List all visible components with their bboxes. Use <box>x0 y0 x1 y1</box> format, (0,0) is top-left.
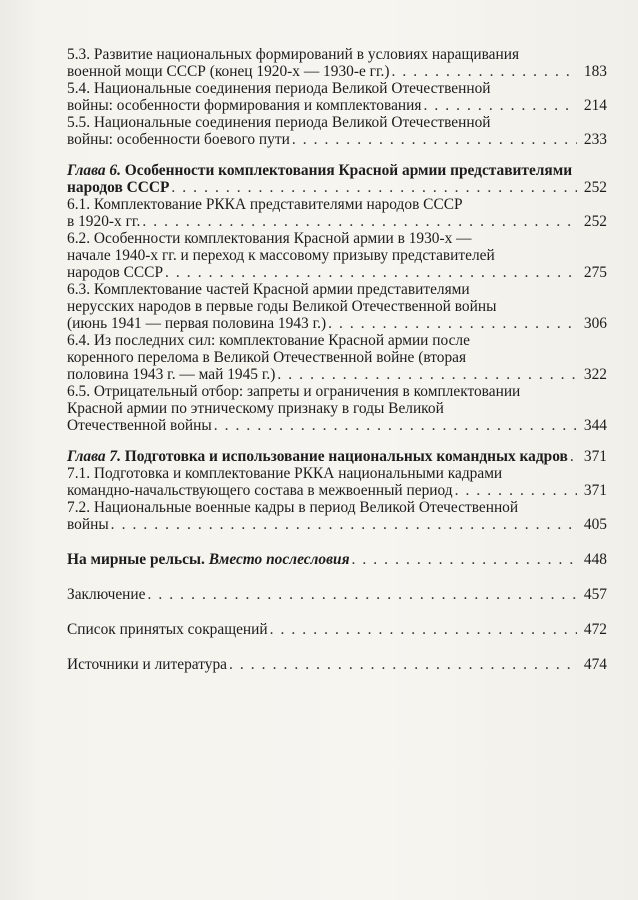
toc-entry-5-5[interactable] <box>67 114 607 148</box>
entry-text-line: военной мощи СССР (конец 1920-х — 1930-е гг.) <box>67 63 390 80</box>
chapter-label: Глава 7. <box>67 448 121 465</box>
toc-entry-afterword[interactable] <box>67 551 607 568</box>
entry-text-line: в 1920-х гг. <box>67 213 141 230</box>
leader-dots <box>423 97 577 114</box>
entry-text-line: начале 1940-х гг. и переход к массовому призыву представителей <box>67 247 495 264</box>
entry-text-line: 7.1. Подготовка и комплектование РККА национальными кадрами <box>67 465 503 482</box>
toc-entry-5-3[interactable] <box>67 46 607 80</box>
page-number: 405 <box>583 516 607 533</box>
page-number: 252 <box>583 213 607 230</box>
entry-text-line: народов СССР <box>67 264 164 281</box>
entry-text-line: 5.4. Национальные соединения периода Великой Отечественной <box>67 80 491 97</box>
entry-text-line: Источники и литература <box>67 656 227 673</box>
entry-text-line: 5.5. Национальные соединения периода Великой Отечественной <box>67 114 491 131</box>
entry-text-line: 6.2. Особенности комплектования Красной армии в 1930-х — <box>67 230 472 247</box>
leader-dots <box>229 656 577 673</box>
entry-text-line: (июнь 1941 — первая половина 1943 г.) <box>67 315 327 332</box>
toc-entry-sources[interactable] <box>67 656 607 673</box>
afterword-subtitle: Вместо послесловия <box>208 551 350 568</box>
entry-text-line: 6.3. Комплектование частей Красной армии представителями <box>67 281 470 298</box>
leader-dots <box>270 621 577 638</box>
page-number: 252 <box>583 179 607 196</box>
leader-dots <box>292 131 577 148</box>
leader-dots <box>570 448 577 465</box>
leader-dots <box>328 315 577 332</box>
table-of-contents <box>67 46 607 673</box>
page-number: 214 <box>583 97 607 114</box>
leader-dots <box>277 366 577 383</box>
leader-dots <box>352 551 578 568</box>
toc-entry-6-1[interactable] <box>67 196 607 230</box>
entry-text-line: половина 1943 г. — май 1945 г.) <box>67 366 276 383</box>
leader-dots <box>165 264 577 281</box>
page-number: 183 <box>583 63 607 80</box>
page-number: 344 <box>583 417 607 434</box>
chapter-title: Особенности комплектования Красной армии представителями <box>124 162 573 179</box>
toc-entry-6-5[interactable] <box>67 383 607 434</box>
entry-text-line: 6.5. Отрицательный отбор: запреты и ограничения в комплектовании <box>67 383 521 400</box>
page-number: 472 <box>583 621 607 638</box>
toc-entry-7-2[interactable] <box>67 499 607 533</box>
entry-text-line: Заключение <box>67 586 146 603</box>
leader-dots <box>111 516 577 533</box>
toc-entry-abbreviations[interactable] <box>67 621 607 638</box>
toc-entry-6-2[interactable] <box>67 230 607 281</box>
chapter-title: Подготовка и использование национальных командных кадров <box>124 448 568 465</box>
toc-entry-5-4[interactable] <box>67 80 607 114</box>
page-number: 448 <box>583 551 607 568</box>
page-number: 322 <box>583 366 607 383</box>
leader-dots <box>455 482 577 499</box>
entry-text-line: войны <box>67 516 109 533</box>
page-number: 457 <box>583 586 607 603</box>
toc-chapter-7[interactable] <box>67 448 607 465</box>
afterword-title: На мирные рельсы. <box>67 551 205 568</box>
chapter-title: народов СССР <box>67 179 170 196</box>
leader-dots <box>148 586 578 603</box>
entry-text-line: нерусских народов в первые годы Великой Отечественной войны <box>67 298 497 315</box>
page-number: 474 <box>583 656 607 673</box>
entry-text-line: войны: особенности формирования и комплектования <box>67 97 422 114</box>
page-number: 233 <box>583 131 607 148</box>
entry-text-line: 5.3. Развитие национальных формирований в условиях наращивания <box>67 46 520 63</box>
chapter-label: Глава 6. <box>67 162 121 179</box>
leader-dots <box>392 63 577 80</box>
page-number: 306 <box>583 315 607 332</box>
entry-text-line: 7.2. Национальные военные кадры в период Великой Отечественной <box>67 499 519 516</box>
entry-text-line: 6.1. Комплектование РККА представителями народов СССР <box>67 196 463 213</box>
toc-chapter-6[interactable] <box>67 162 607 196</box>
entry-text-line: коренного перелома в Великой Отечественной войне (вторая <box>67 349 467 366</box>
page-number: 371 <box>583 482 607 499</box>
toc-entry-conclusion[interactable] <box>67 586 607 603</box>
page-number: 371 <box>583 448 607 465</box>
entry-text-line: Отечественной войны <box>67 417 212 434</box>
entry-text-line: 6.4. Из последних сил: комплектование Красной армии после <box>67 332 470 349</box>
entry-text-line: войны: особенности боевого пути <box>67 131 290 148</box>
leader-dots <box>171 179 577 196</box>
toc-entry-6-3[interactable] <box>67 281 607 332</box>
entry-text-line: Красной армии по этническому признаку в годы Великой <box>67 400 444 417</box>
entry-text-line: командно-начальствующего состава в межвоенный период <box>67 482 453 499</box>
leader-dots <box>142 213 577 230</box>
page-number: 275 <box>583 264 607 281</box>
leader-dots <box>214 417 577 434</box>
toc-entry-7-1[interactable] <box>67 465 607 499</box>
entry-text-line: Список принятых сокращений <box>67 621 268 638</box>
toc-entry-6-4[interactable] <box>67 332 607 383</box>
